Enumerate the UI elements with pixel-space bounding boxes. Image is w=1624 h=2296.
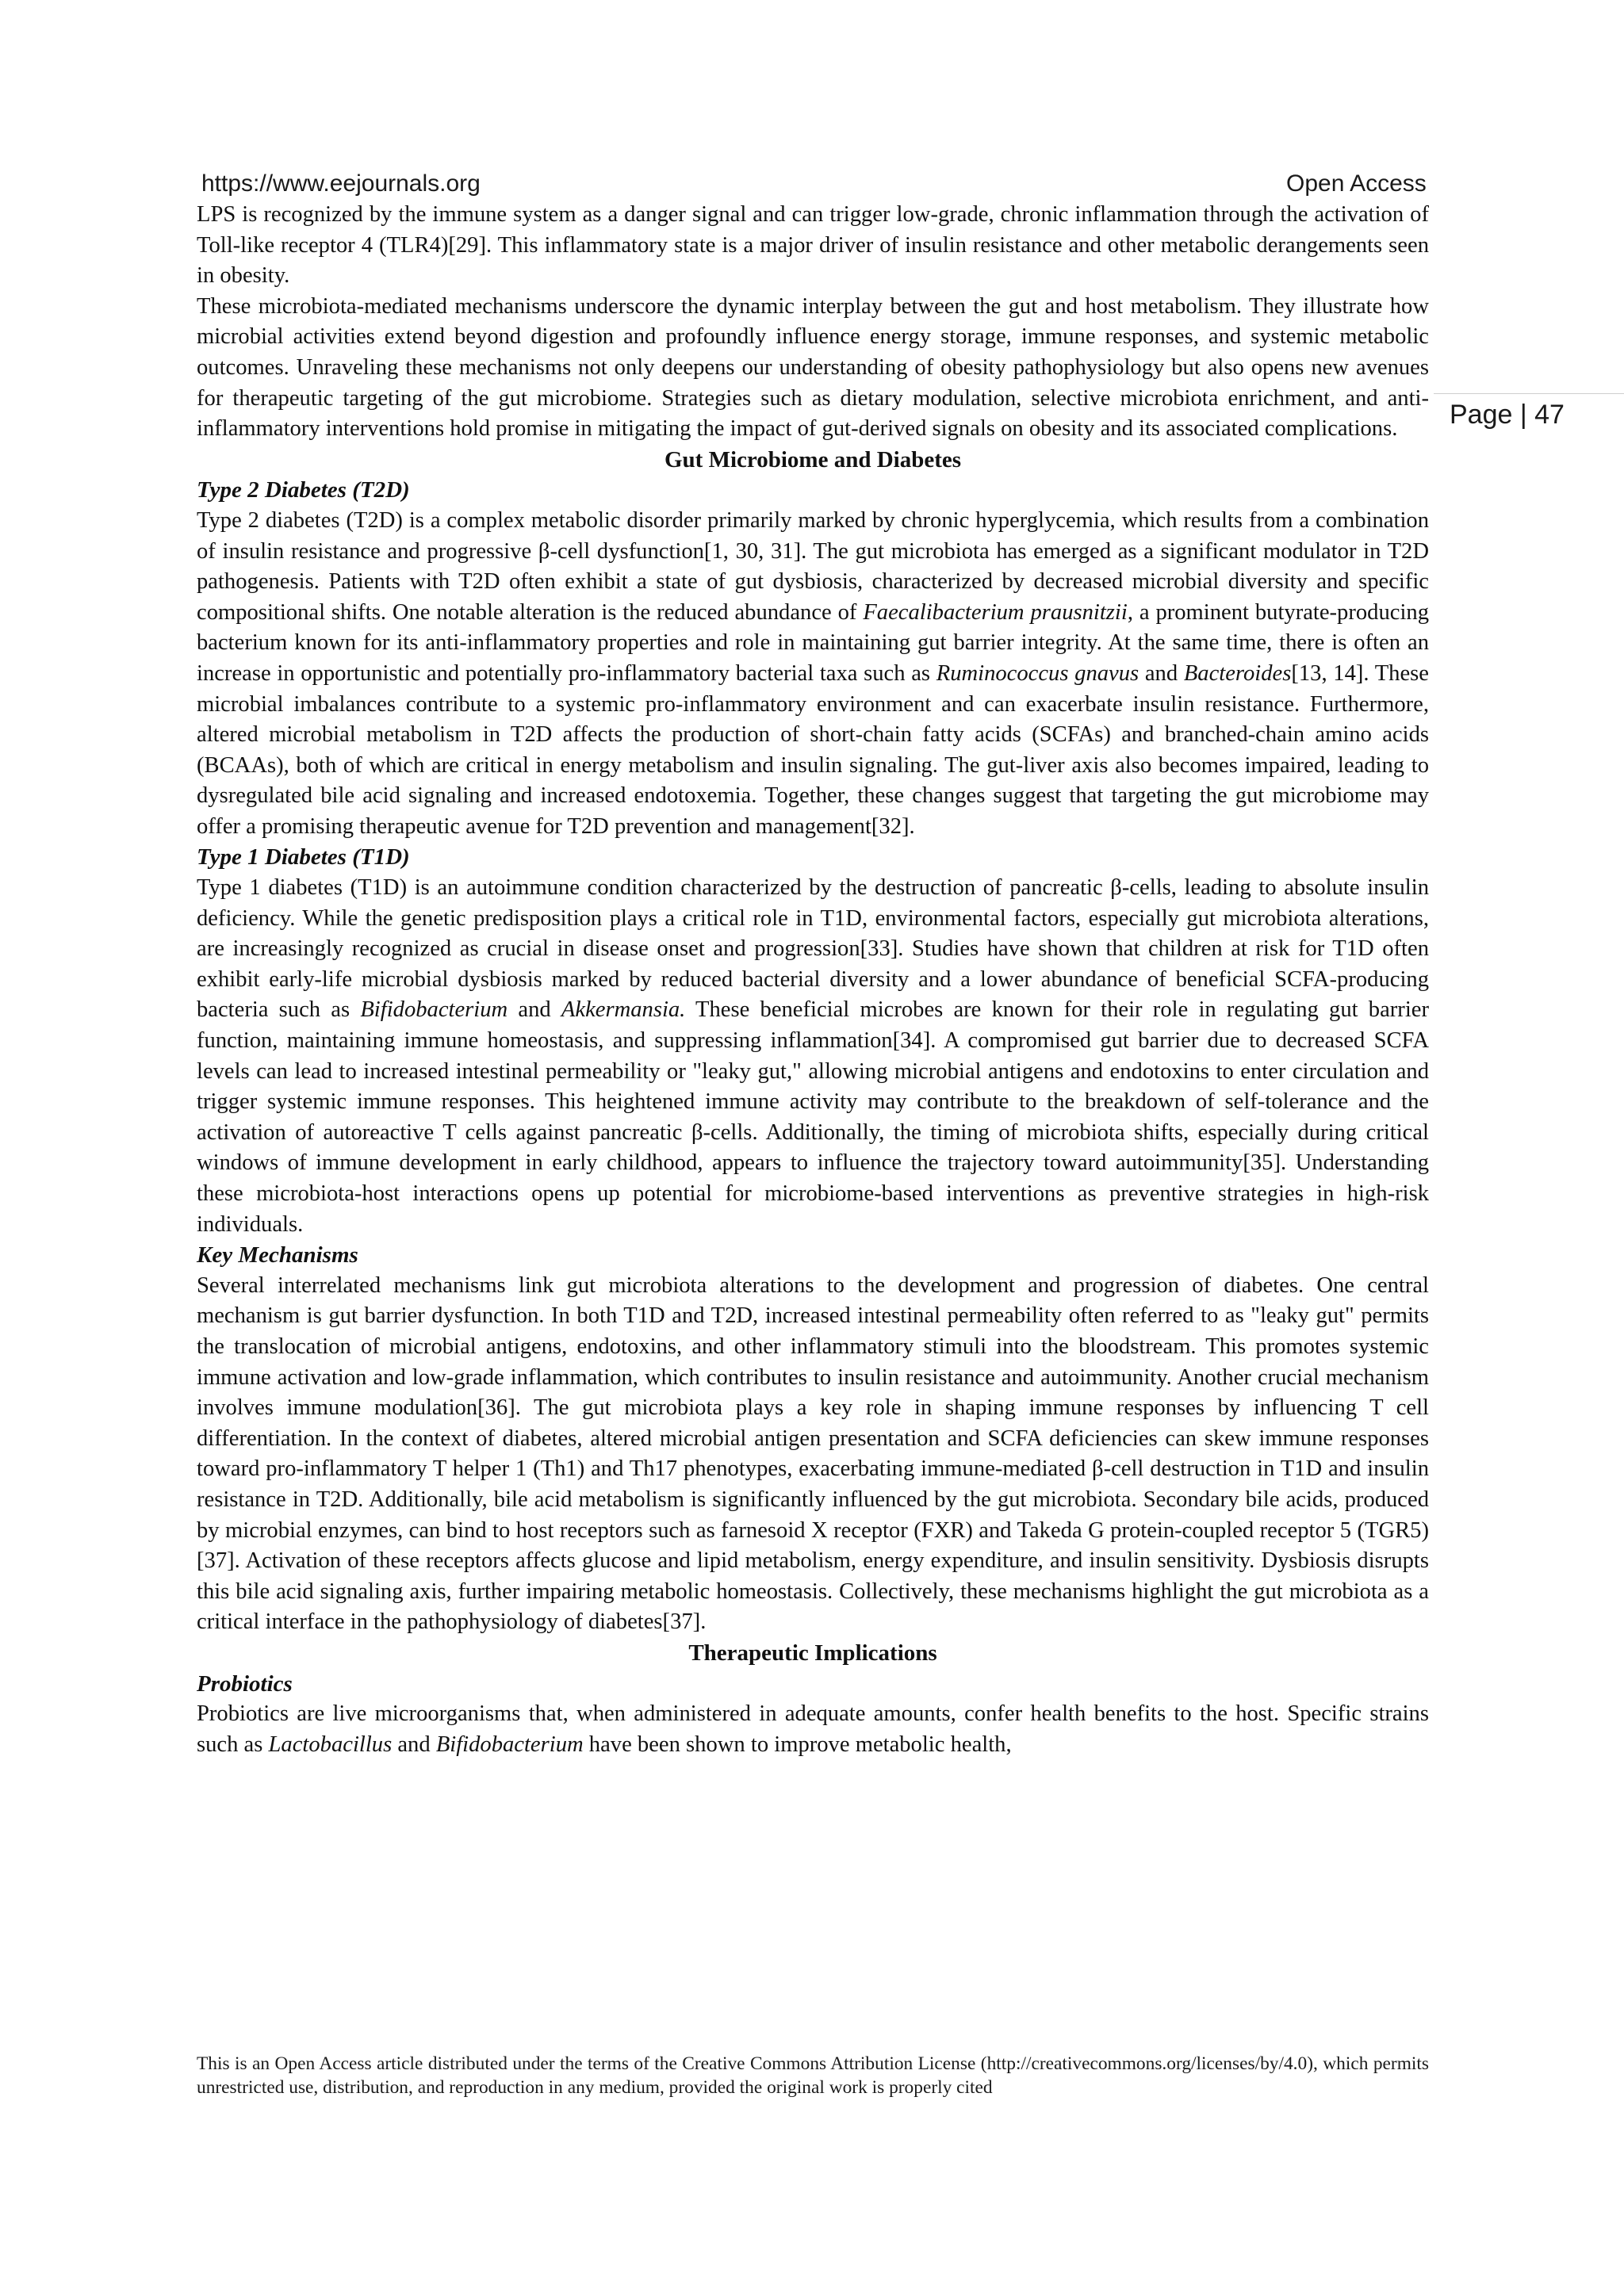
genus-name: Bacteroides bbox=[1183, 660, 1292, 686]
text-run: have been shown to improve metabolic health, bbox=[583, 1732, 1012, 1757]
subheading-key-mechanisms: Key Mechanisms bbox=[197, 1242, 358, 1269]
genus-name: Bifidobacterium bbox=[360, 997, 508, 1023]
subheading-probiotics: Probiotics bbox=[197, 1670, 293, 1697]
text-run: and bbox=[508, 997, 561, 1023]
text-run: and bbox=[392, 1732, 436, 1757]
genus-name: Lactobacillus bbox=[268, 1732, 393, 1757]
section-heading-diabetes: Gut Microbiome and Diabetes bbox=[664, 446, 962, 473]
section-heading-therapeutic: Therapeutic Implications bbox=[688, 1640, 937, 1666]
article-body bbox=[197, 200, 1429, 1760]
open-access-label: Open Access bbox=[1286, 170, 1427, 197]
genus-name: Akkermansia. bbox=[561, 997, 686, 1023]
text-run: and bbox=[1139, 660, 1184, 686]
text-run: [13, 14]. These microbial imbalances contribute to a systemic pro-inflammatory environment and can exacerbate insulin resistance. Furthermore, altered microbial metabolism in T2D affects the production of short-chain fatty acids (SCFAs) and branched-chain amino acids (BCAAs), both of which are critical in energy metabolism and insulin signaling. The gut-liver axis also becomes impaired, leading to dysregulated bile acid signaling and increased endotoxemia. Together, these changes suggest that targeting the gut microbiome may offer a promising therapeutic avenue for T2D prevention and management[32]. bbox=[197, 660, 1429, 839]
paragraph-lps: LPS is recognized by the immune system as a danger signal and can trigger low-grade, chronic inflammation through the activation of Toll-like receptor 4 (TLR4)[29]. This inflammatory state is a major driver of insulin resistance and other metabolic derangements seen in obesity. bbox=[197, 202, 1429, 289]
text-run: Type 2 diabetes (T2D) is a complex metabolic disorder primarily marked by chronic hyperglycemia, which results from a combination of insulin resistance and progressive β-cell dysfunction[1, 30, 31]. The gut microbiota has emerged as a significant modulator in T2D pathogenesis. Patients with T2D often exhibit a state of gut dysbiosis, characterized by decreased microbial diversity and specific compositional shifts. One notable alteration is the reduced abundance of bbox=[197, 507, 1429, 625]
paragraph-mechanisms-summary: These microbiota-mediated mechanisms underscore the dynamic interplay between the gut and host metabolism. They illustrate how microbial activities extend beyond digestion and profoundly influence energy storage, immune responses, and systemic metabolic outcomes. Unraveling these mechanisms not only deepens our understanding of obesity pathophysiology but also opens new avenues for therapeutic targeting of the gut microbiome. Strategies such as dietary modulation, selective microbiota enrichment, and anti-inflammatory interventions hold promise in mitigating the impact of gut-derived signals on obesity and its associated complications. bbox=[197, 293, 1429, 442]
species-name: Faecalibacterium prausnitzii bbox=[863, 599, 1128, 625]
text-run: Probiotics are live microorganisms that, when administered in adequate amounts, confer health benefits to the host. Specific strains such as bbox=[197, 1701, 1429, 1757]
paragraph-t1d bbox=[197, 873, 1429, 1240]
paragraph-probiotics bbox=[197, 1699, 1429, 1760]
page-number: Page | 47 bbox=[1450, 400, 1565, 430]
text-run: , a prominent butyrate-producing bacterium known for its anti-inflammatory properties and role in maintaining gut barrier integrity. At the same time, there is often an increase in opportunistic and potentially pro-inflammatory bacterial taxa such as bbox=[197, 599, 1430, 686]
paragraph-t2d bbox=[197, 506, 1429, 843]
species-name: Ruminococcus gnavus bbox=[936, 660, 1139, 686]
page-number-rule bbox=[1434, 393, 1624, 394]
subheading-t2d: Type 2 Diabetes (T2D) bbox=[197, 477, 410, 503]
journal-url[interactable]: https://www.eejournals.org bbox=[201, 170, 481, 197]
text-run: These beneficial microbes are known for their role in regulating gut barrier function, maintaining immune homeostasis, and suppressing inflammation[34]. A compromised gut barrier due to decreased SCFA levels can lead to increased intestinal permeability or "leaky gut," allowing microbial antigens and endotoxins to enter circulation and trigger systemic immune responses. This heightened immune activity may contribute to the breakdown of self-tolerance and the activation of autoreactive T cells against pancreatic β-cells. Additionally, the timing of microbiota shifts, especially during critical windows of immune development in early childhood, appears to influence the trajectory toward autoimmunity[35]. Understanding these microbiota-host interactions opens up potential for microbiome-based interventions as preventive strategies in high-risk individuals. bbox=[197, 997, 1429, 1237]
genus-name: Bifidobacterium bbox=[435, 1732, 584, 1757]
subheading-t1d: Type 1 Diabetes (T1D) bbox=[197, 844, 410, 871]
paragraph-key-mechanisms: Several interrelated mechanisms link gut microbiota alterations to the development and progression of diabetes. One central mechanism is gut barrier dysfunction. In both T1D and T2D, increased intestinal permeability often referred to as "leaky gut" permits the translocation of microbial antigens, endotoxins, and other inflammatory stimuli into the bloodstream. This promotes systemic immune activation and low-grade inflammation, which contributes to insulin resistance and autoimmunity. Another crucial mechanism involves immune modulation[36]. The gut microbiota plays a key role in shaping immune responses by influencing T cell differentiation. In the context of diabetes, altered microbial antigen presentation and SCFA deficiencies can skew immune responses toward pro-inflammatory T helper 1 (Th1) and Th17 phenotypes, exacerbating immune-mediated β-cell destruction in T1D and insulin resistance in T2D. Additionally, bile acid metabolism is significantly influenced by the gut microbiota. Secondary bile acids, produced by microbial enzymes, can bind to host receptors such as farnesoid X receptor (FXR) and Takeda G protein-coupled receptor 5 (TGR5)[37]. Activation of these receptors affects glucose and lipid metabolism, energy expenditure, and insulin sensitivity. Dysbiosis disrupts this bile acid signaling axis, further impairing metabolic homeostasis. Collectively, these mechanisms highlight the gut microbiota as a critical interface in the pathophysiology of diabetes[37]. bbox=[197, 1272, 1429, 1635]
text-run: Type 1 diabetes (T1D) is an autoimmune condition characterized by the destruction of pancreatic β-cells, leading to absolute insulin deficiency. While the genetic predisposition plays a critical role in T1D, environmental factors, especially gut microbiota alterations, are increasingly recognized as crucial in disease onset and progression[33]. Studies have shown that children at risk for T1D often exhibit early-life microbial dysbiosis marked by reduced bacterial diversity and a lower abundance of beneficial SCFA-producing bacteria such as bbox=[197, 875, 1429, 1023]
license-footer: This is an Open Access article distributed under the terms of the Creative Commons Attribution License (http://creativecommons.org/licenses/by/4.0), which permits unrestricted use, distribution, and reproduction in any medium, provided the original work is properly cited bbox=[197, 2053, 1429, 2098]
